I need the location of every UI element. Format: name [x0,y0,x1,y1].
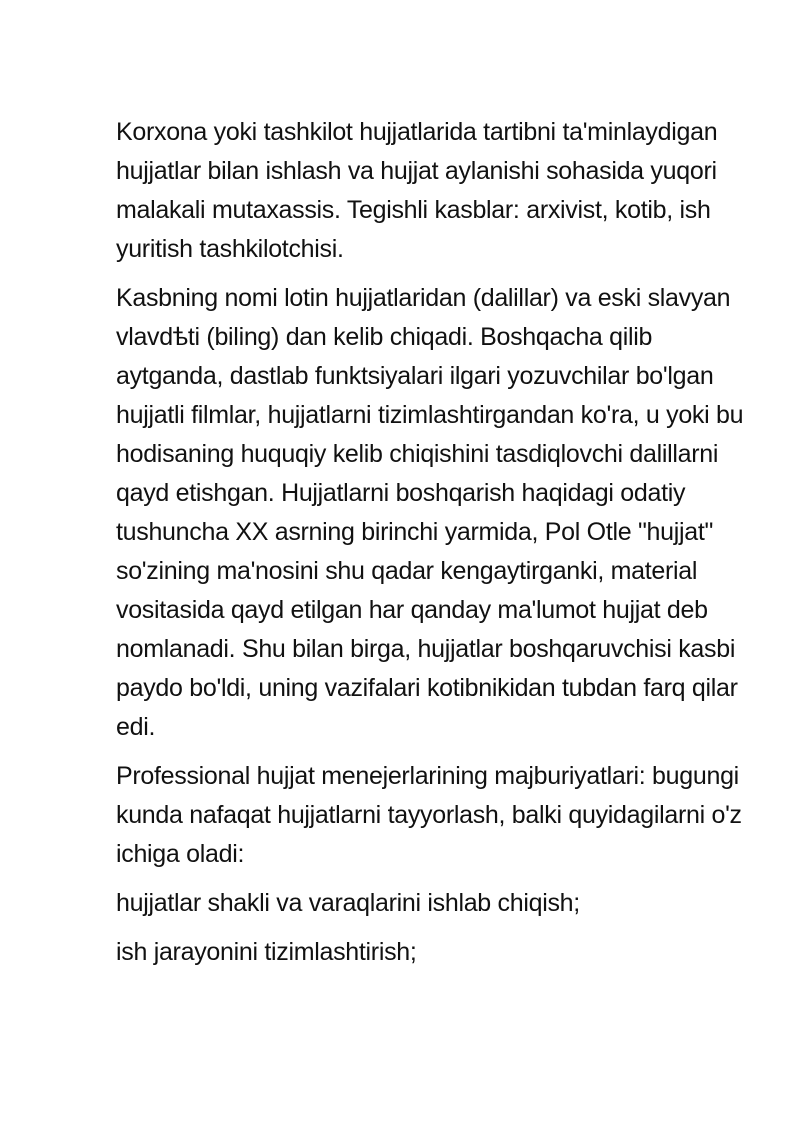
paragraph-duties: Professional hujjat menejerlarining majburiyatlari: bugungi kunda nafaqat hujjatlarni tayyorlash, balki quyidagilarni o'z ichiga oladi: [116,762,742,868]
paragraph-intro: Korxona yoki tashkilot hujjatlarida tartibni ta'minlaydigan hujjatlar bilan ishlash va hujjat aylanishi sohasida yuqori malakali mutaxassis. Tegishli kasblar: arxivist, kotib, ish yuritish tashkilotchisi. [116,118,718,263]
list-item-duty-2: ish jarayonini tizimlashtirish; [116,938,417,966]
paragraph-etymology: Kasbning nomi lotin hujjatlaridan (dalillar) va eski slavyan vlavdѣti (biling) dan kelib chiqadi. Boshqacha qilib aytganda, dastlab funktsiyalari ilgari yozuvchilar bo'lgan hujjatli filmlar, hujjatlarni tizimlashtirgandan ko'ra, u yoki bu hodisaning huquqiy kelib chiqishini tasdiqlovchi dalillarni qayd etishgan. Hujjatlarni boshqarish haqidagi odatiy tushuncha XX asrning birinchi yarmida, Pol Otle "hujjat" so'zining ma'nosini shu qadar kengaytirganki, material vositasida qayd etilgan har qanday ma'lumot hujjat deb nomlanadi. Shu bilan birga, hujjatlar boshqaruvchisi kasbi paydo bo'ldi, uning vazifalari kotibnikidan tubdan farq qilar edi. [116,284,744,741]
list-item-duty-1: hujjatlar shakli va varaqlarini ishlab chiqish; [116,889,580,917]
document-body [116,113,756,982]
